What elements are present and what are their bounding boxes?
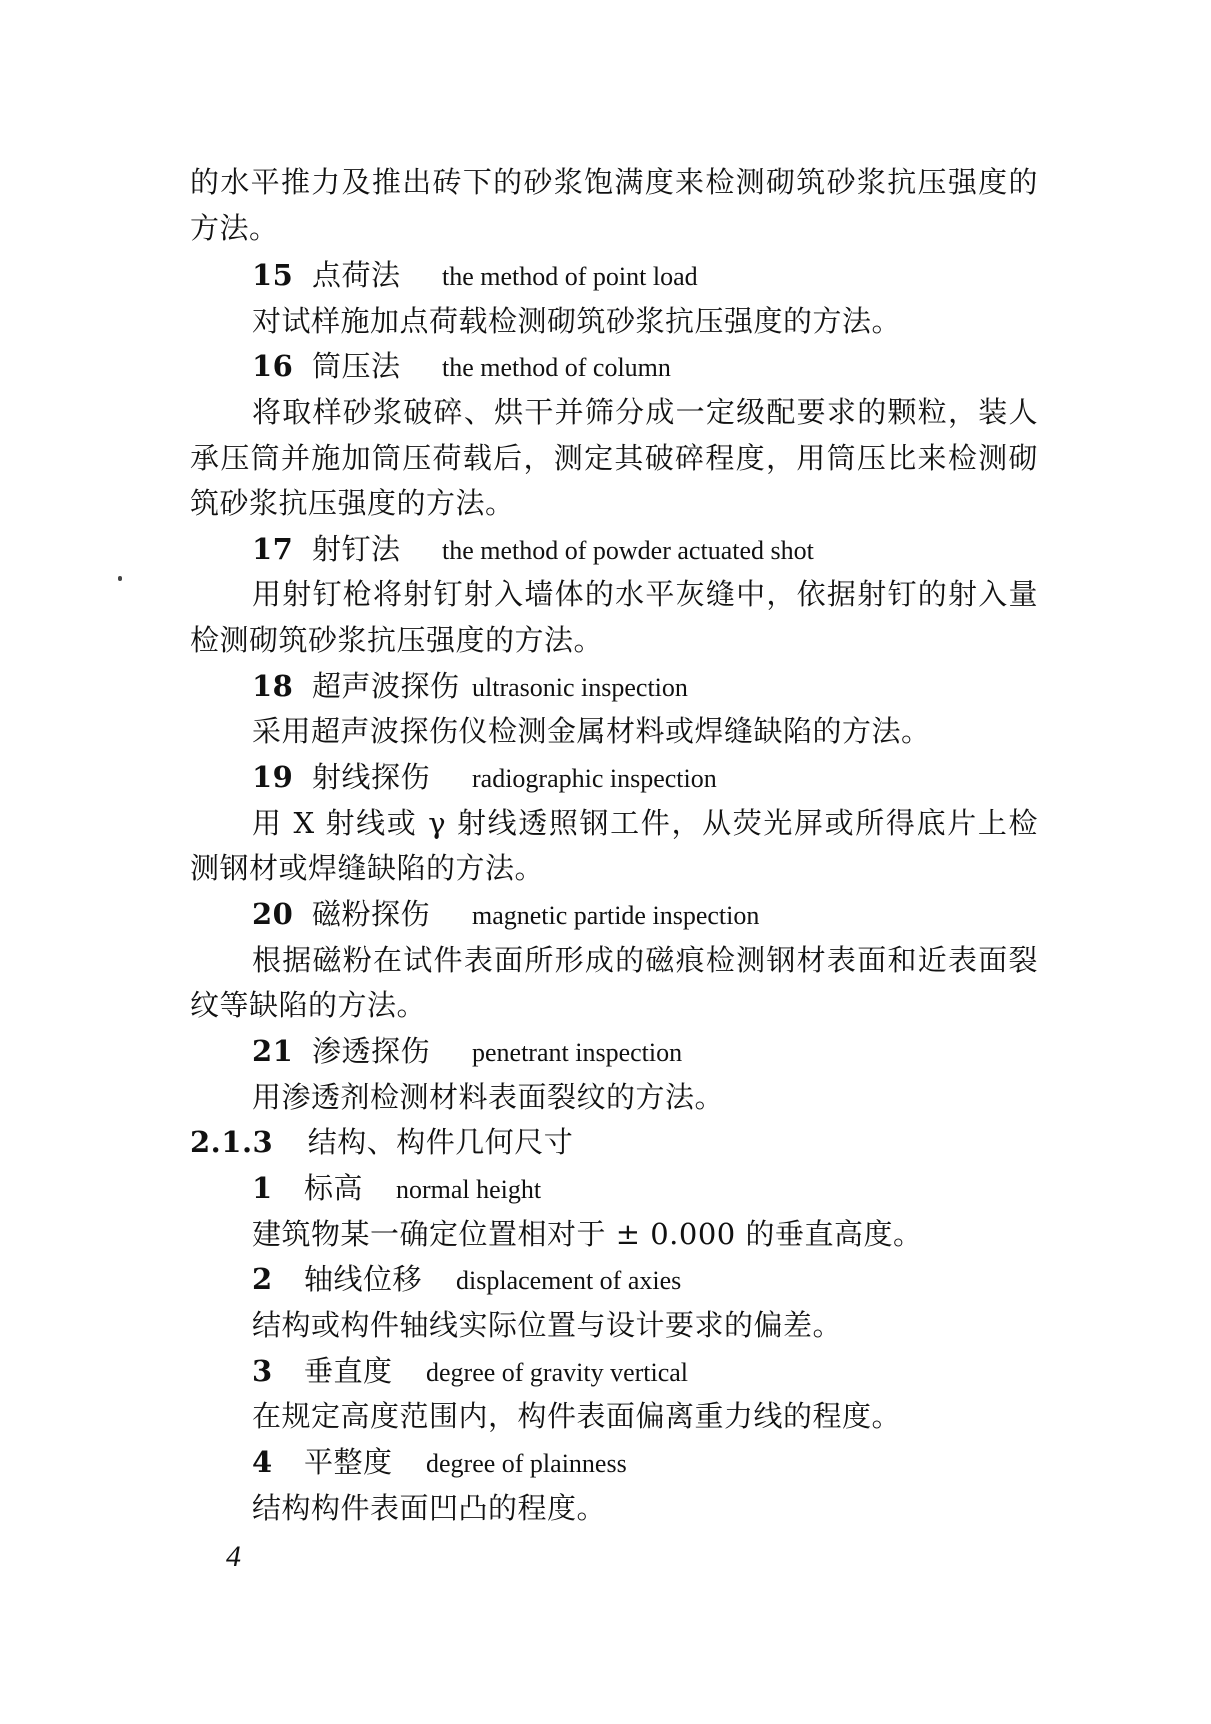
definition-line: 检测砌筑砂浆抗压强度的方法。	[190, 623, 604, 657]
section-title: 结构、构件几何尺寸	[307, 1125, 574, 1159]
definition-line: 筑砂浆抗压强度的方法。	[190, 486, 515, 520]
term-chinese: 射线探伤	[312, 760, 431, 794]
term-chinese: 渗透探伤	[312, 1034, 431, 1068]
term-1	[252, 1168, 541, 1210]
page-number: 4	[226, 1540, 241, 1573]
term-2	[252, 1259, 681, 1301]
term-4	[252, 1442, 627, 1484]
term-number: 1	[252, 1171, 273, 1205]
term-chinese: 超声波探伤	[312, 669, 460, 703]
term-18	[252, 666, 688, 708]
term-english: penetrant inspection	[472, 1038, 683, 1067]
term-number: 2	[252, 1262, 273, 1296]
term-number: 15	[252, 258, 294, 292]
term-number: 21	[252, 1034, 294, 1068]
term-number: 19	[252, 760, 294, 794]
definition-line: 建筑物某一确定位置相对于 ± 0.000 的垂直高度。	[252, 1217, 923, 1251]
term-number: 20	[252, 897, 294, 931]
term-chinese: 标高	[304, 1171, 364, 1205]
definition-line: 结构或构件轴线实际位置与设计要求的偏差。	[252, 1308, 843, 1342]
scan-speck	[118, 576, 122, 581]
term-english: the method of powder actuated shot	[442, 536, 814, 565]
term-17	[252, 529, 814, 571]
term-19	[252, 757, 717, 799]
term-15	[252, 255, 698, 297]
term-20	[252, 894, 759, 936]
term-16	[252, 346, 671, 388]
definition-line: 测钢材或焊缝缺陷的方法。	[190, 851, 545, 885]
term-21	[252, 1031, 682, 1073]
term-english: the method of column	[442, 353, 671, 382]
term-english: displacement of axies	[456, 1266, 682, 1295]
definition-line: 用渗透剂检测材料表面裂纹的方法。	[252, 1080, 725, 1114]
term-chinese: 平整度	[304, 1445, 393, 1479]
term-english: degree of gravity vertical	[426, 1358, 689, 1387]
term-chinese: 轴线位移	[304, 1262, 423, 1296]
body-line: 方法。	[190, 211, 279, 245]
term-english: radiographic inspection	[472, 764, 717, 793]
definition-line: 用 X 射线或 γ 射线透照钢工件，从荧光屏或所得底片上检	[252, 806, 1038, 840]
definition-line: 承压筒并施加筒压荷载后，测定其破碎程度，用筒压比来检测砌	[190, 441, 1038, 475]
definition-line: 在规定高度范围内，构件表面偏离重力线的程度。	[252, 1399, 902, 1433]
definition-line: 对试样施加点荷载检测砌筑砂浆抗压强度的方法。	[252, 304, 902, 338]
term-number: 18	[252, 669, 294, 703]
section-number: 2.1.3	[190, 1125, 274, 1159]
term-chinese: 射钉法	[312, 532, 401, 566]
section-heading	[190, 1122, 573, 1162]
definition-line: 纹等缺陷的方法。	[190, 988, 427, 1022]
term-chinese: 磁粉探伤	[312, 897, 431, 931]
definition-line: 结构构件表面凹凸的程度。	[252, 1491, 607, 1525]
term-number: 16	[252, 349, 294, 383]
definition-line: 采用超声波探伤仪检测金属材料或焊缝缺陷的方法。	[252, 714, 931, 748]
term-number: 4	[252, 1445, 273, 1479]
term-english: degree of plainness	[426, 1449, 627, 1478]
term-chinese: 筒压法	[312, 349, 401, 383]
term-english: the method of point load	[442, 262, 698, 291]
term-chinese: 垂直度	[304, 1354, 393, 1388]
term-number: 17	[252, 532, 294, 566]
term-3	[252, 1351, 688, 1393]
definition-line: 根据磁粉在试件表面所形成的磁痕检测钢材表面和近表面裂	[252, 943, 1038, 977]
definition-line: 将取样砂浆破碎、烘干并筛分成一定级配要求的颗粒，装人	[252, 395, 1038, 429]
definition-line: 用射钉枪将射钉射入墙体的水平灰缝中，依据射钉的射入量	[252, 577, 1038, 611]
term-english: ultrasonic inspection	[472, 673, 688, 702]
term-chinese: 点荷法	[312, 258, 401, 292]
term-english: magnetic partide inspection	[472, 901, 760, 930]
term-number: 3	[252, 1354, 273, 1388]
term-english: normal height	[396, 1175, 542, 1204]
body-line: 的水平推力及推出砖下的砂浆饱满度来检测砌筑砂浆抗压强度的	[190, 165, 1038, 199]
